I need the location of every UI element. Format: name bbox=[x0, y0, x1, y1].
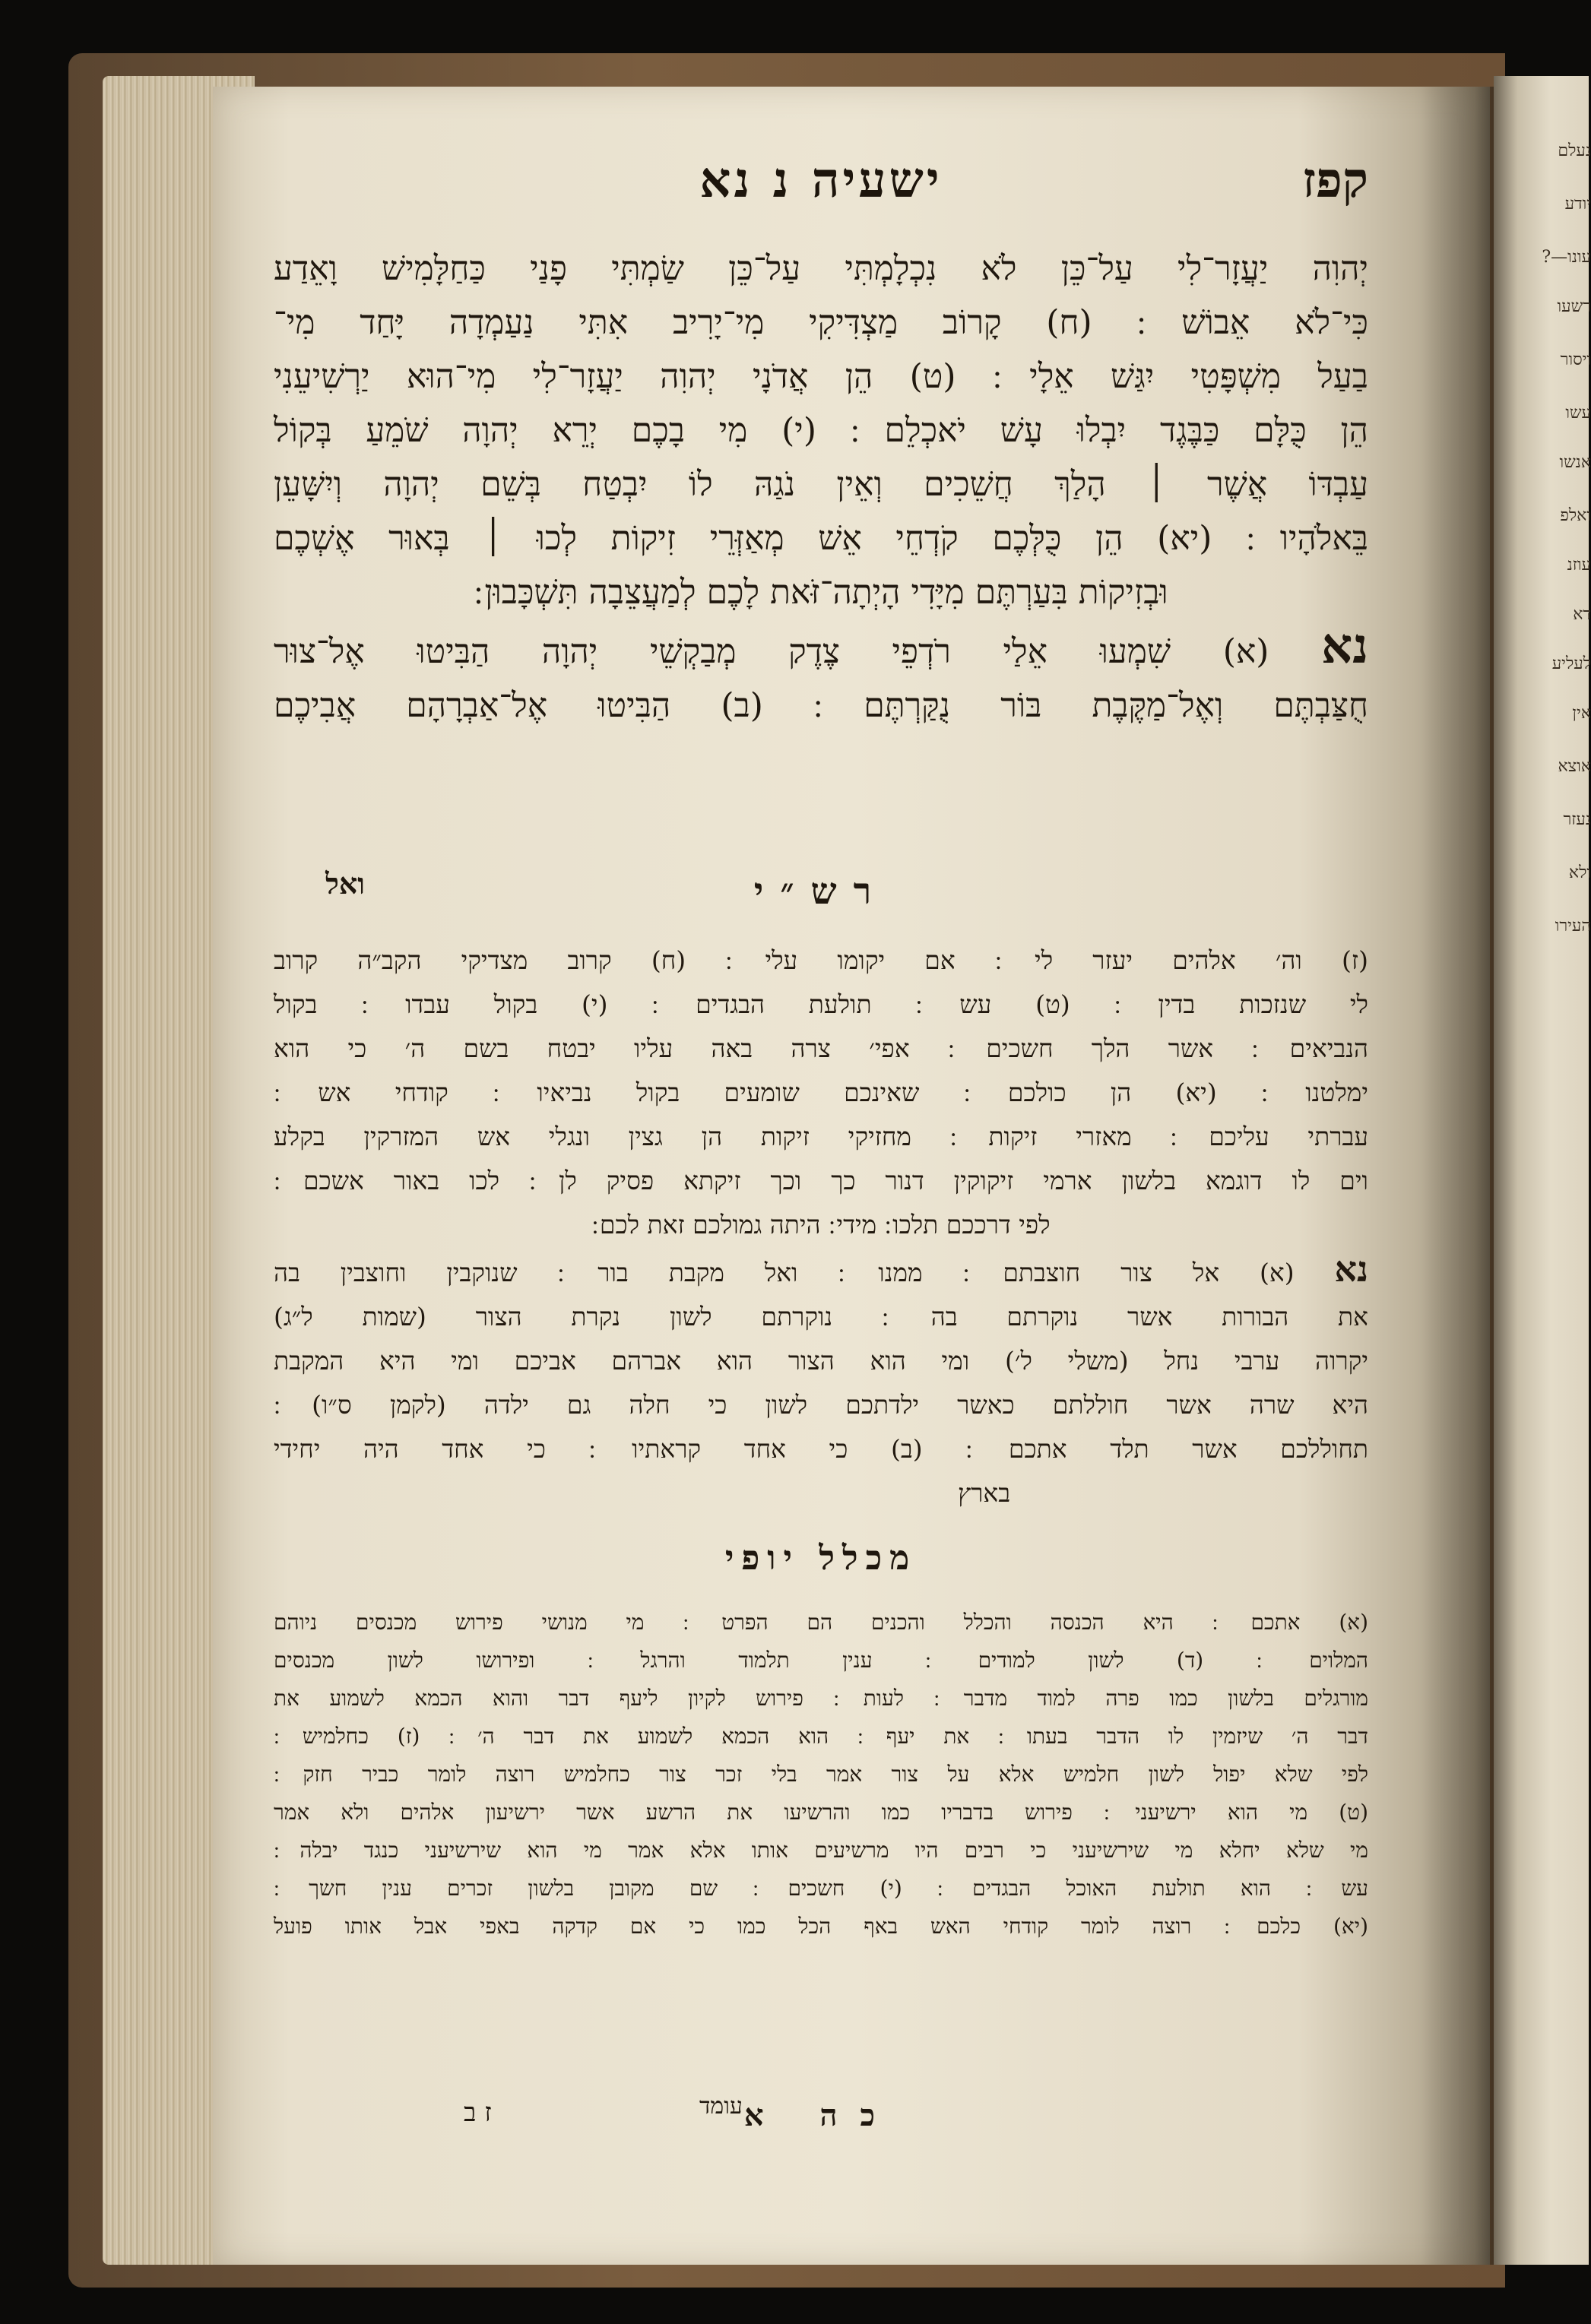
right-page-fragment: יודע bbox=[1564, 195, 1591, 214]
right-page-fragment: נעזר bbox=[1563, 810, 1591, 829]
commentary-line: המלוים ׃ (ד) לשון למודים ׃ ענין תלמוד והרגל ׃ ופירושו לשון מכנסים bbox=[274, 1648, 1368, 1673]
commentary-line: (א) אתכם ׃ היא הכנסה והכלל והכנים הם הפרט ׃ מי מנושי פירוש מכנסים ניוהם bbox=[274, 1610, 1368, 1635]
chapter-mark: נא bbox=[1334, 1249, 1368, 1290]
page-number: קפז bbox=[1302, 152, 1368, 209]
signature-numbers: ז ב bbox=[464, 2098, 492, 2128]
running-title: ישעיה נ נא bbox=[699, 152, 943, 209]
right-page-fragment: אוצא bbox=[1558, 757, 1591, 776]
catchword: עומד bbox=[699, 2093, 743, 2120]
right-page-fragment: ואלפ bbox=[1560, 506, 1591, 525]
page-footer bbox=[274, 2093, 1368, 2143]
right-page-fragment: דא bbox=[1573, 605, 1591, 624]
right-page-fragment: לעליע bbox=[1551, 654, 1591, 673]
commentary-line: מי שלא יחלא מי שירשיעני כי רבים היו מרשיעים אותו אלא אמר מי הוא שירשיעני כנגד יבלה ׃ bbox=[274, 1838, 1368, 1863]
chapter-mark: נא bbox=[1321, 618, 1368, 675]
commentary-line: עש ׃ הוא תולעת האוכל הבגדים ׃ (י) חשכים ׃ שם מקובן בלשון זכרים ענין חשך ׃ bbox=[274, 1876, 1368, 1901]
mikhlol-yofi-title: מכלל יופי bbox=[724, 1539, 918, 1578]
catchword: בארץ bbox=[958, 1478, 1011, 1508]
commentary-line: לפי דרככם תלכו ׃ מידי ׃ היתה גמולכם זאת לכם ׃ bbox=[591, 1210, 1051, 1240]
commentary-line: דבר ה׳ שיזמין לו הדבר בעתו ׃ את יעף ׃ הוא הכמא לשמוע את דבר ה׳ ׃ (ז) כחלמיש ׃ bbox=[274, 1724, 1368, 1749]
commentary-line: (יא) כלכם ׃ רוצה לומר קודחי האש באף הכל כמו כי אם קדקה באפי אבל אותו פועל bbox=[274, 1914, 1368, 1939]
commentary-line: (ז) וה׳ אלהים יעזר לי ׃ אם יקומו עלי ׃ (ח) קרוב מצדיקי הקב״ה קרוב bbox=[274, 945, 1368, 975]
scripture-text bbox=[274, 242, 1368, 733]
verse-line: בַעַל מִשְׁפָּטִי יִגַּשׁ אֵלָי ׃ (ט) הֵן אֲדֹנָי יְהוִה יַעֲזָר־לִי מִי־הוּא יַרְשִׁיעֵנִי bbox=[274, 357, 1368, 396]
verse-line: כִּי־לֹא אֵבוֹשׁ ׃ (ח) קָרוֹב מַצְדִּיקִי מִי־יָרִיב אִתִּי נַעַמְדָה יָּחַד מִי־ bbox=[274, 303, 1368, 342]
right-page-fragment: רשעו bbox=[1557, 297, 1591, 316]
right-page-fragment: העירו bbox=[1555, 917, 1591, 936]
right-page-fragment: עוזנ bbox=[1567, 556, 1591, 575]
commentary-line: ימלטנו ׃ (יא) הן כולכם ׃ שאינכם שומעים בקול נביאיו ׃ קודחי אש ׃ bbox=[274, 1078, 1368, 1107]
verse-line: בֵּאלֹהָיו ׃ (יא) הֵן כֻּלְּכֶם קֹדְחֵי אֵשׁ מְאַזְּרֵי זִיקוֹת לְכוּ ׀ בְּאוּר אֶשְׁכֶם bbox=[274, 519, 1368, 558]
commentary-line: הנביאים ׃ אשר הלך חשכים ׃ אפי׳ צרה באה עליו יבטח בשם ה׳ כי הוא bbox=[274, 1034, 1368, 1063]
verse-line: חֻצַּבְתֶּם וְאֶל־מַקֶּבֶת בּוֹר נֻקַּרְתֶּם ׃ (ב) הַבִּיטוּ אֶל־אַבְרָהָם אֲבִיכֶם bbox=[274, 686, 1368, 725]
verse-line: עַבְדּוֹ אֲשֶׁר ׀ הָלַךְ חֲשֵׁכִים וְאֵין נֹגַהּ לוֹ יִבְטַח בְּשֵׁם יְהוָה וְיִשָּׁעֵן bbox=[274, 465, 1368, 504]
rashi-title: רש״י bbox=[753, 870, 889, 913]
verse-line: וּבְזִיקוֹת בִּעַרְתֶּם מִיָּדִי הָיְתָה־זֹּאת לָכֶם לְמַעֲצֵבָה תִּשְׁכָּבוּן ׃ bbox=[474, 573, 1168, 612]
commentary-line: לי שנזכות בדין ׃ (ט) עש ׃ תולעת הבגדים ׃ (י) בקול עבדו ׃ בקול bbox=[274, 989, 1368, 1019]
verse-line-chapter-51 bbox=[274, 619, 1368, 679]
page-header bbox=[274, 152, 1368, 236]
commentary-line: היא שרה אשר חוללתם כאשר ילדתכם לשון כי חלה גם ילדה (לקמן ס״ו) ׃ bbox=[274, 1390, 1368, 1420]
right-page-fragment: ויסור bbox=[1560, 350, 1591, 369]
commentary-line: לפי שלא יפול לשון חלמיש אלא על צור אמר בלי זכר צור כחלמיש רוצה לומר כביר חזק ׃ bbox=[274, 1762, 1368, 1787]
rashi-commentary bbox=[274, 939, 1368, 1515]
right-page-edge bbox=[1494, 76, 1589, 2265]
commentary-line: תחוללכם אשר תלד אתכם ׃ (ב) כי אחד קראתיו ׃ כי אחד היה יחידי bbox=[274, 1434, 1368, 1464]
catchword: ואל bbox=[325, 866, 365, 901]
right-page-fragment: אין bbox=[1572, 704, 1591, 723]
commentary-line-chapter-51 bbox=[274, 1247, 1368, 1295]
commentary-line: וים לו דוגמא בלשון ארמי זיקוקין דנור כך וכך זיקתא פסיק לן ׃ לכו באור אשכם ׃ bbox=[274, 1166, 1368, 1195]
spine-shadow bbox=[1421, 87, 1498, 2265]
right-page-fragment: עשו bbox=[1565, 404, 1591, 423]
commentary-line: מורגלים בלשון כמו פרה למוד מדבר ׃ לעות ׃ פירוש לקיון ליעף דבר והוא הכמא לשמוע את bbox=[274, 1686, 1368, 1711]
commentary-line: עברתי עליכם ׃ מאזרי זיקות ׃ מחזיקי זיקות הן גצין ונגלי אש המזרקין בקלע bbox=[274, 1122, 1368, 1151]
right-page-fragment: ולא bbox=[1568, 863, 1591, 882]
mikhlol-yofi-commentary bbox=[274, 1604, 1368, 1946]
right-page-fragment: עונו—? bbox=[1542, 248, 1591, 267]
verse-line: הֵן כֻּלָּם כַּבֶּגֶד יִבְלוּ עָשׁ יֹאכְלֵם ׃ (י) מִי בָכֶם יְרֵא יְהוָה שֹׁמֵעַ בְּקוֹל bbox=[274, 411, 1368, 450]
signature-mark: כה א bbox=[743, 2098, 899, 2133]
commentary-line: את הבורות אשר נוקרתם בה ׃ נוקרתם לשון נקרת הצור (שמות ל״ג) bbox=[274, 1302, 1368, 1331]
commentary-text: (א) אל צור חוצבתם ׃ ממנו ׃ ואל מקבת בור ׃ שנוקבין וחוצבין בה bbox=[274, 1258, 1295, 1287]
right-page-fragment: נעלם bbox=[1558, 141, 1591, 160]
right-page-fragment: אנשו bbox=[1559, 453, 1591, 472]
verse-text: (א) שִׁמְעוּ אֵלַי רֹדְפֵי צֶדֶק מְבַקְשֵׁי יְהוָה הַבִּיטוּ אֶל־צוּר bbox=[274, 632, 1269, 671]
verse-line: יְהוִה יַעֲזָר־לִי עַל־כֵּן לֹא נִכְלָמְתִּי עַל־כֵּן שַׂמְתִּי פָנַי כַּחַלָּמִישׁ וָאֵדַע bbox=[274, 249, 1368, 288]
commentary-line: (ט) מי הוא ירשיעני ׃ פירוש בדבריו כמו והרשיעו את הרשע אשר ירשיעון אלהים ולא אמר bbox=[274, 1800, 1368, 1825]
commentary-line: יקרוה ערבי נחל (משלי ל׳) ומי הוא הצור הוא אברהם אביכם ומי היא המקבת bbox=[274, 1346, 1368, 1376]
